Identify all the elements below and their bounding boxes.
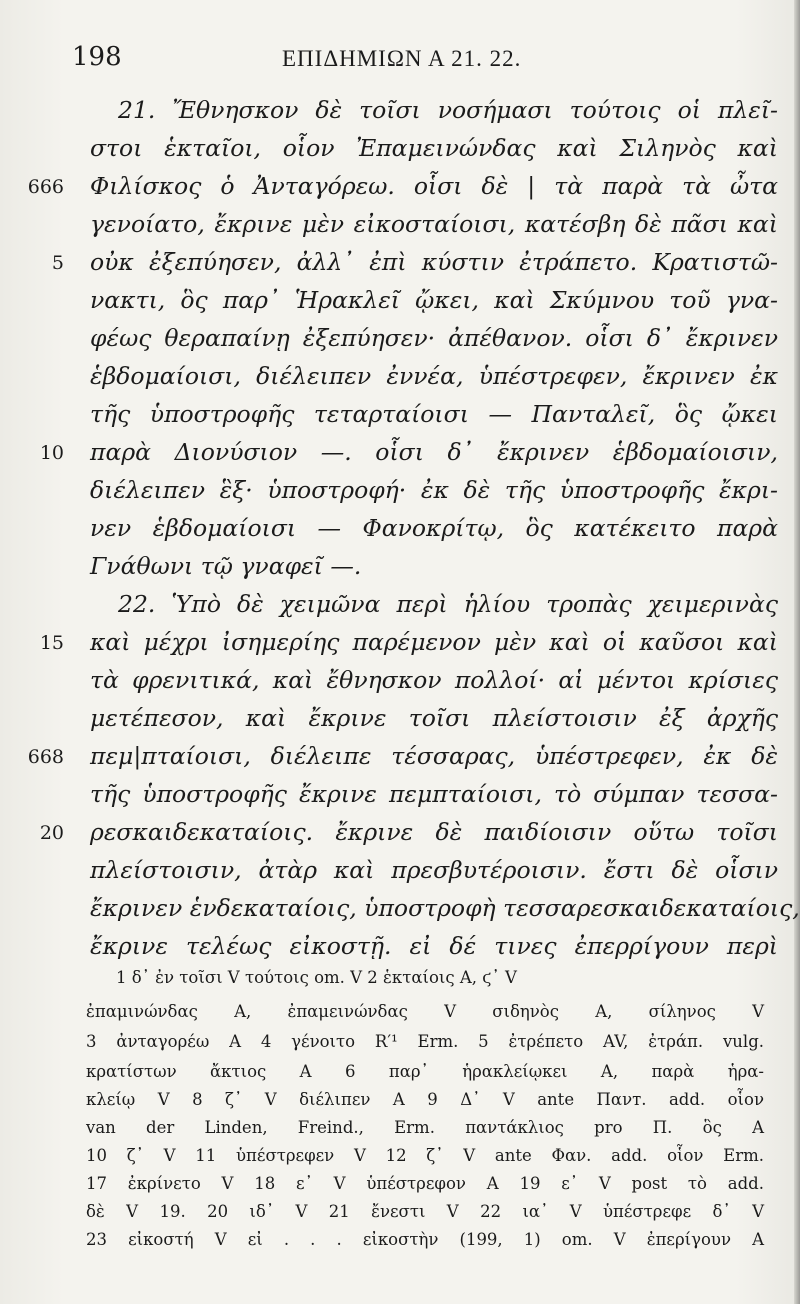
apparatus-line: van der Linden, Freind., Erm. παντάκλιος pro Π. ὃς A xyxy=(86,1118,764,1137)
margin-number: 20 xyxy=(39,822,64,844)
text-line xyxy=(0,514,800,554)
text-line xyxy=(0,704,800,744)
page-number: 198 xyxy=(72,42,122,72)
line-text: Γνάθωνι τῷ γναφεῖ —. xyxy=(90,552,362,580)
line-text: οὐκ ἐξεπύησεν, ἀλλ᾿ ἐπὶ κύστιν ἐτράπετο. Κρατιστῶ- xyxy=(90,248,778,276)
text-line xyxy=(0,818,800,858)
text-line xyxy=(0,134,800,174)
apparatus-line: ἐπαμινώνδας A, ἐπαμεινώνδας V σιδηνὸς A, σίληνος V xyxy=(86,1002,764,1021)
line-text: Φιλίσκος ὁ Ἀνταγόρεω. οἷσι δὲ | τὰ παρὰ τὰ ὦτα xyxy=(90,172,778,200)
apparatus-line: 23 εἰκοστή V εἰ . . . εἰκοστὴν (199, 1) om. V ἐπερίγουν A xyxy=(86,1230,764,1249)
text-line xyxy=(0,438,800,478)
line-text: πλείστοισιν, ἀτὰρ καὶ πρεσβυτέροισιν. ἔστι δὲ οἷσιν xyxy=(90,856,778,884)
line-text: νακτι, ὃς παρ᾿ Ἡρακλεῖ ᾤκει, καὶ Σκύμνου τοῦ γνα- xyxy=(90,286,778,314)
line-text: τῆς ὑποστροφῆς ἔκρινε πεμπταίοισι, τὸ σύμπαν τεσσα- xyxy=(90,780,778,808)
text-line xyxy=(0,552,800,592)
apparatus-line: 17 ἐκρίνετο V 18 ε᾿ V ὑπέστρεφον A 19 ε᾿ V post τὸ add. xyxy=(86,1174,764,1193)
text-line xyxy=(0,400,800,440)
text-line xyxy=(0,172,800,212)
apparatus-line: 1 δ᾿ ἐν τοῖσι V τούτοις om. V 2 ἑκταίοις A, ϛ᾿ V xyxy=(116,968,517,987)
line-text: ἑβδομαίοισι, διέλειπεν ἐννέα, ὑπέστρεφεν, ἔκρινεν ἐκ xyxy=(90,362,778,390)
text-line xyxy=(0,324,800,364)
text-line xyxy=(0,362,800,402)
apparatus-line: 10 ζ᾿ V 11 ὑπέστρεφεν V 12 ζ᾿ V ante Φαν. add. οἷον Erm. xyxy=(86,1146,764,1165)
line-text: ρεσκαιδεκαταίοις. ἔκρινε δὲ παιδίοισιν οὕτω τοῖσι xyxy=(90,818,778,846)
line-text: τῆς ὑποστροφῆς τεταρταίοισι — Πανταλεῖ, ὃς ᾤκει xyxy=(90,400,778,428)
line-text: πεμ|πταίοισι, διέλειπε τέσσαρας, ὑπέστρεφεν, ἐκ δὲ xyxy=(90,742,778,770)
apparatus-line: δὲ V 19. 20 ιδ᾿ V 21 ἔνεστι V 22 ια᾿ V ὑπέστρεφε δ᾿ V xyxy=(86,1202,764,1221)
text-line xyxy=(0,856,800,896)
text-line xyxy=(0,210,800,250)
apparatus-line: 3 ἀνταγορέω A 4 γένοιτο R′¹ Erm. 5 ἐτρέπετο AV, ἐτράπ. vulg. xyxy=(86,1032,764,1051)
line-text: διέλειπεν ἓξ· ὑποστροφή· ἐκ δὲ τῆς ὑποστροφῆς ἔκρι- xyxy=(90,476,778,504)
line-text: ἔκρινεν ἑνδεκαταίοις, ὑποστροφὴ τεσσαρεσκαιδεκαταίοις, xyxy=(90,894,800,922)
line-text: καὶ μέχρι ἰσημερίης παρέμενον μὲν καὶ οἱ καῦσοι καὶ xyxy=(90,628,778,656)
margin-number: 5 xyxy=(51,252,64,274)
margin-number: 668 xyxy=(27,746,64,768)
text-line xyxy=(0,248,800,288)
line-text: ἔκρινε τελέως εἰκοστῇ. εἰ δέ τινες ἐπερρίγουν περὶ xyxy=(90,932,778,960)
apparatus-line: κρατίστων ἄκτιος A 6 παρ᾿ ἡρακλείῳκει A, παρὰ ἡρα- xyxy=(86,1062,764,1081)
text-line xyxy=(0,476,800,516)
apparatus-line: κλείῳ V 8 ζ᾿ V διέλιπεν A 9 Δ᾿ V ante Πανт. add. οἷον xyxy=(86,1090,764,1109)
line-text: φέως θεραπαίνῃ ἐξεπύησεν· ἀπέθανον. οἷσι δ᾿ ἔκρινεν xyxy=(90,324,778,352)
text-line xyxy=(0,590,800,630)
text-line xyxy=(0,286,800,326)
line-text: τὰ φρενιτικά, καὶ ἔθνησκον πολλοί· αἱ μέντοι κρίσιες xyxy=(90,666,778,694)
line-text: γενοίατο, ἔκρινε μὲν εἰκοσταίοισι, κατέσβη δὲ πᾶσι καὶ xyxy=(90,210,778,238)
line-text: 21. Ἔθνησκον δὲ τοῖσι νοσήμασι τούτοις οἱ πλεῖ- xyxy=(118,96,778,124)
text-line xyxy=(0,780,800,820)
text-line xyxy=(0,742,800,782)
page-header xyxy=(72,42,772,82)
margin-number: 10 xyxy=(39,442,64,464)
text-line xyxy=(0,628,800,668)
line-text: μετέπεσον, καὶ ἔκρινε τοῖσι πλείστοισιν ἐξ ἀρχῆς xyxy=(90,704,778,732)
text-line xyxy=(0,96,800,136)
running-title: ΕΠΙΔΗΜΙΩΝ Α 21. 22. xyxy=(282,46,522,71)
text-line xyxy=(0,932,800,972)
line-text: παρὰ Διονύσιον —. οἷσι δ᾿ ἔκρινεν ἑβδομαίοισιν, xyxy=(90,438,778,466)
margin-number: 666 xyxy=(27,176,64,198)
text-line xyxy=(0,894,800,934)
line-text: στοι ἑκταῖοι, οἷον Ἐπαμεινώνδας καὶ Σιληνὸς καὶ xyxy=(90,134,778,162)
margin-number: 15 xyxy=(39,632,64,654)
line-text: νεν ἑβδομαίοισι — Φανοκρίτῳ, ὃς κατέκειτο παρὰ xyxy=(90,514,778,542)
line-text: 22. Ὑπὸ δὲ χειμῶνα περὶ ἡλίου τροπὰς χειμερινὰς xyxy=(118,590,778,618)
text-line xyxy=(0,666,800,706)
